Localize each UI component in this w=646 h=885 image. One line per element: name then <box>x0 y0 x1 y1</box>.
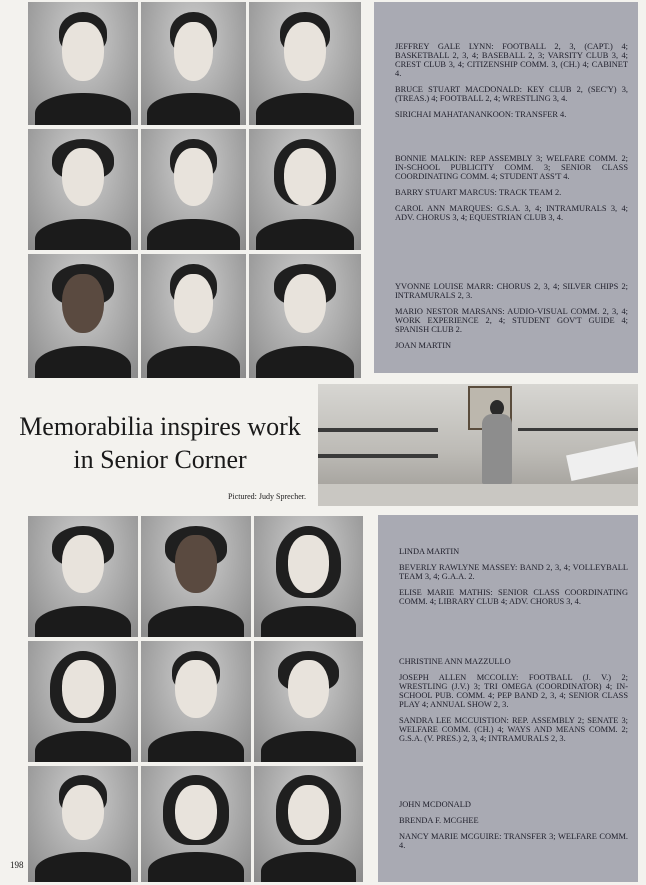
bio-entry: BRUCE STUART MACDONALD: KEY CLUB 2, (SEC'Y) 3, (TREAS.) 4; FOOTBALL 2, 4; WRESTLING 3, 4. <box>395 85 628 103</box>
bio-entry: NANCY MARIE MCGUIRE: TRANSFER 3; WELFARE COMM. 4. <box>399 832 628 850</box>
portrait-photo <box>141 516 251 637</box>
bio-entry: MARIO NESTOR MARSANS: AUDIO-VISUAL COMM. 2, 3, 4; WORK EXPERIENCE 2, 4; STUDENT GOV'T GUIDE 4; SPANISH CLUB 2. <box>395 307 628 334</box>
bio-entry: JOAN MARTIN <box>395 341 452 350</box>
top-bio-panel <box>374 2 638 373</box>
bio-entry: SANDRA LEE MCCUISTION: REP. ASSEMBLY 2; SENATE 3; WELFARE COMM. (CH.) 4; WAYS AND MEANS COMM. 2; G.S.A. (V. PRES.) 2, 3, 4; INTRAMURALS 2, 3. <box>399 716 628 743</box>
headline-line-1: Memorabilia inspires work <box>19 412 301 441</box>
bio-entry: BRENDA F. MCGHEE <box>399 816 479 825</box>
bio-entry: ELISE MARIE MATHIS: SENIOR CLASS COORDINATING COMM. 4; LIBRARY CLUB 4; ADV. CHORUS 3, 4. <box>399 588 628 606</box>
portrait-photo <box>249 254 361 378</box>
portrait-photo <box>28 254 138 378</box>
headline <box>10 410 310 476</box>
portrait-photo <box>28 129 138 250</box>
portrait-photo <box>141 254 246 378</box>
headline-line-2: in Senior Corner <box>73 445 247 474</box>
bio-group-6 <box>399 800 628 857</box>
senior-corner-photo <box>318 384 638 506</box>
photo-caption: Pictured: Judy Sprecher. <box>228 492 306 501</box>
bio-group-1 <box>395 42 628 126</box>
bio-entry: BONNIE MALKIN: REP ASSEMBLY 3; WELFARE COMM. 2; IN-SCHOOL PUBLICITY COMM. 3; SENIOR CLASS COORDINATING COMM. 4; STUDENT ASS'T 4. <box>395 154 628 181</box>
bio-entry: JOHN MCDONALD <box>399 800 471 809</box>
portrait-photo <box>249 129 361 250</box>
portrait-photo <box>141 641 251 762</box>
portrait-photo <box>254 766 363 882</box>
bio-group-5 <box>399 657 628 750</box>
bio-entry: BEVERLY RAWLYNE MASSEY: BAND 2, 3, 4; VOLLEYBALL TEAM 3, 4; G.A.A. 2. <box>399 563 628 581</box>
bio-entry: BARRY STUART MARCUS: TRACK TEAM 2. <box>395 188 562 197</box>
bio-entry: SIRICHAI MAHATANANKOON: TRANSFER 4. <box>395 110 567 119</box>
bio-group-3 <box>395 282 628 357</box>
bio-group-2 <box>395 154 628 229</box>
bio-entry: JOSEPH ALLEN MCCOLLY: FOOTBALL (J. V.) 2; WRESTLING (J.V.) 3; TRI OMEGA (COORDINATOR) 4; IN-SCHOOL PUB. COMM. 4; PEP BAND 2, 3, 4; SENIOR CLASS PLAY 4; ANNUAL SHOW 2, 3. <box>399 673 628 709</box>
bio-entry: LINDA MARTIN <box>399 547 460 556</box>
bio-group-4 <box>399 547 628 613</box>
bio-entry: CHRISTINE ANN MAZZULLO <box>399 657 511 666</box>
portrait-photo <box>254 641 363 762</box>
portrait-photo <box>28 766 138 882</box>
bio-entry: JEFFREY GALE LYNN: FOOTBALL 2, 3, (CAPT.) 4; BASKETBALL 2, 3, 4; BASEBALL 2, 3; VARSITY CLUB 3, 4; CREST CLUB 3, 4; CITIZENSHIP COMM. 3, (CH.) 4; CABINET 4. <box>395 42 628 78</box>
portrait-photo <box>141 129 246 250</box>
bio-entry: YVONNE LOUISE MARR: CHORUS 2, 3, 4; SILVER CHIPS 2; INTRAMURALS 2, 3. <box>395 282 628 300</box>
portrait-photo <box>249 2 361 125</box>
bio-entry: CAROL ANN MARQUES: G.S.A. 3, 4; INTRAMURALS 3, 4; ADV. CHORUS 3, 4; EQUESTRIAN CLUB 3, 4. <box>395 204 628 222</box>
portrait-photo <box>141 2 246 125</box>
portrait-photo <box>28 516 138 637</box>
portrait-photo <box>28 2 138 125</box>
portrait-photo <box>28 641 138 762</box>
bottom-bio-panel <box>378 515 638 882</box>
portrait-photo <box>254 516 363 637</box>
page-number: 198 <box>10 860 24 870</box>
portrait-photo <box>141 766 251 882</box>
